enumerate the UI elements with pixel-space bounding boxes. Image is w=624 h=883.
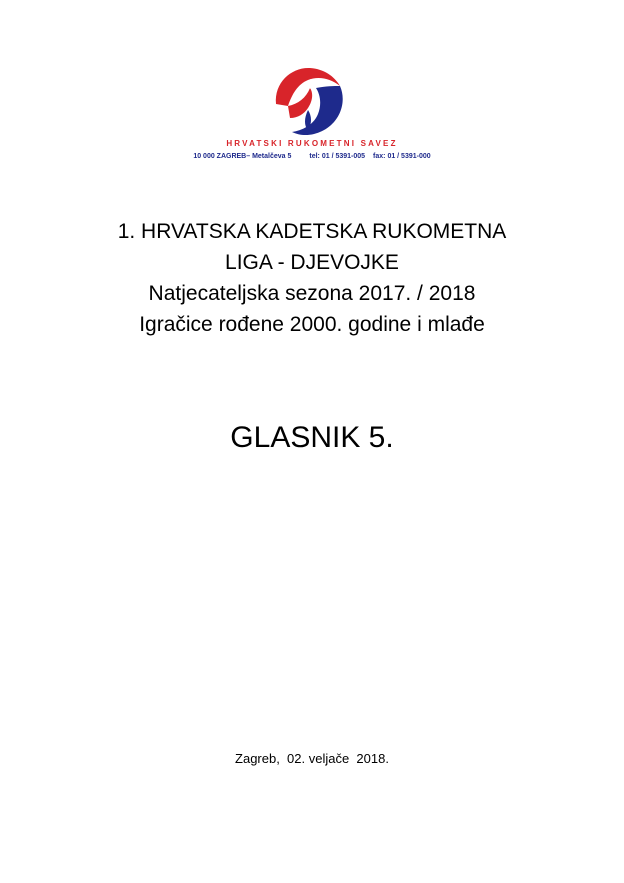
organization-fax: fax: 01 / 5391-000: [373, 153, 431, 160]
organization-name: HRVATSKI RUKOMETNI SAVEZ: [226, 139, 398, 148]
title-line-category: LIGA - DJEVOJKE: [225, 251, 399, 274]
bulletin-number: GLASNIK 5.: [230, 421, 394, 454]
title-line-league: 1. HRVATSKA KADETSKA RUKOMETNA: [117, 220, 507, 243]
document-title: [0, 216, 624, 340]
document-date: Zagreb, 02. veljače 2018.: [235, 751, 389, 766]
title-line-eligibility: Igračice rođene 2000. godine i mlađe: [139, 313, 485, 336]
organization-address: 10 000 ZAGREB– Metalčeva 5: [193, 153, 292, 160]
organization-phone: tel: 01 / 5391-005: [309, 153, 366, 160]
federation-logo-icon: [268, 64, 346, 136]
title-line-season: Natjecateljska sezona 2017. / 2018: [148, 282, 476, 305]
organization-contact: [0, 153, 624, 160]
